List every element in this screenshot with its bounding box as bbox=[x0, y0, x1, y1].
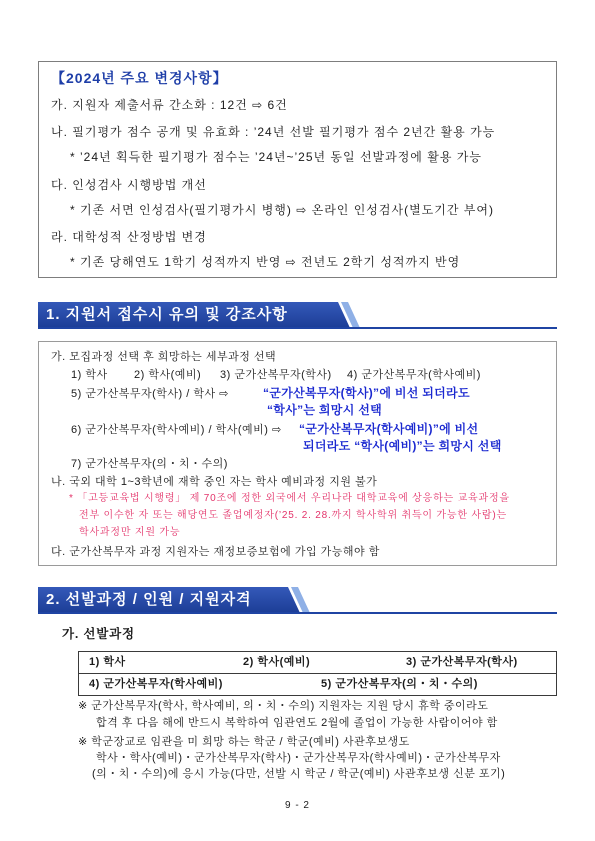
course-option-5 bbox=[71, 385, 470, 402]
section1-item-b-note-line1: * 「고등교육법 시행령」 제 70조에 정한 외국에서 우리나라 대학교육에 상응하는 교육과정을 bbox=[69, 493, 510, 504]
key-changes-box bbox=[38, 61, 557, 278]
change-item-b-note: * ’24년 획득한 필기평가 점수는 ’24년~’25년 동일 선발과정에 활용 가능 bbox=[70, 150, 482, 164]
course-option-6-text: 6) 군가산복무자(학사예비) / 학사(예비) ⇨ bbox=[71, 424, 282, 436]
course-option-5-text: 5) 군가산복무자(학사) / 학사 ⇨ bbox=[71, 388, 229, 400]
section1-banner bbox=[38, 302, 557, 330]
section1-item-a: 가. 모집과정 선택 후 희망하는 세부과정 선택 bbox=[51, 351, 277, 363]
course-option-5-emphasis: “군가산복무자(학사)”에 비선 되더라도 bbox=[263, 386, 470, 400]
table-cell-course-3: 3) 군가산복무자(학사) bbox=[406, 656, 518, 668]
change-item-d: 라. 대학성적 산정방법 변경 bbox=[51, 230, 207, 244]
course-table bbox=[78, 651, 557, 696]
selection-course-subheading: 가. 선발과정 bbox=[62, 627, 135, 641]
course-option-3: 3) 군가산복무자(학사) bbox=[220, 369, 332, 381]
note2-line1: ※ 학군장교로 임관을 미 희망 하는 학군 / 학군(예비) 사관후보생도 bbox=[78, 736, 410, 748]
note2-line2: 학사・학사(예비)・군가산복무자(학사)・군가산복무자(학사예비)・군가산복무자 bbox=[96, 752, 501, 764]
change-item-c: 다. 인성검사 시행방법 개선 bbox=[51, 178, 207, 192]
key-changes-title: 【2024년 주요 변경사항】 bbox=[51, 70, 228, 86]
table-cell-course-1: 1) 학사 bbox=[89, 656, 126, 668]
course-option-6-emphasis-cont: 되더라도 “학사(예비)”는 희망시 선택 bbox=[303, 439, 502, 453]
course-option-2: 2) 학사(예비) bbox=[134, 369, 202, 381]
change-item-d-note: * 기존 당해연도 1학기 성적까지 반영 ⇨ 전년도 2학기 성적까지 반영 bbox=[70, 255, 461, 269]
note1-line2: 합격 후 다음 해에 반드시 복학하여 임관연도 2월에 졸업이 가능한 사람이어야 함 bbox=[96, 717, 498, 729]
change-item-c-note: * 기존 서면 인성검사(필기평가시 병행) ⇨ 온라인 인성검사(별도기간 부여) bbox=[70, 203, 494, 217]
course-option-1: 1) 학사 bbox=[71, 369, 108, 381]
table-cell-course-4: 4) 군가산복무자(학사예비) bbox=[89, 678, 223, 690]
section1-item-c: 다. 군가산복무자 과정 지원자는 재정보증보험에 가입 가능해야 함 bbox=[51, 546, 380, 558]
course-option-6 bbox=[71, 421, 478, 438]
section1-item-b: 나. 국외 대학 1~3학년에 재학 중인 자는 학사 예비과정 지원 불가 bbox=[51, 476, 378, 488]
course-option-4: 4) 군가산복무자(학사예비) bbox=[347, 369, 481, 381]
table-cell-course-2: 2) 학사(예비) bbox=[243, 656, 311, 668]
section1-box bbox=[38, 341, 557, 566]
change-item-b: 나. 필기평가 점수 공개 및 유효화 : ’24년 선발 필기평가 점수 2년간 활용 가능 bbox=[51, 125, 496, 139]
page-number: 9 - 2 bbox=[284, 800, 310, 811]
note2-line3: (의・치・수의)에 응시 가능(다만, 선발 시 학군 / 학군(예비) 사관후보생 신분 포기) bbox=[92, 768, 506, 780]
note1-line1: ※ 군가산복무자(학사, 학사예비, 의・치・수의) 지원자는 지원 당시 휴학 중이라도 bbox=[78, 700, 489, 712]
section2-banner bbox=[38, 587, 557, 615]
change-item-a: 가. 지원자 제출서류 간소화 : 12건 ⇨ 6건 bbox=[51, 98, 288, 112]
section1-heading: 1. 지원서 접수시 유의 및 강조사항 bbox=[46, 306, 288, 323]
section1-item-b-note-line3: 학사과정만 지원 가능 bbox=[79, 527, 181, 538]
section1-item-b-note-line2: 전부 이수한 자 또는 해당연도 졸업예정자(’25. 2. 28.까지 학사학위 취득이 가능한 사람)는 bbox=[79, 510, 507, 521]
course-option-6-emphasis: “군가산복무자(학사예비)”에 비선 bbox=[299, 422, 479, 436]
course-option-5-emphasis-cont: “학사”는 희망시 선택 bbox=[267, 403, 383, 417]
table-cell-course-5: 5) 군가산복무자(의・치・수의) bbox=[321, 678, 478, 690]
section2-heading: 2. 선발과정 / 인원 / 지원자격 bbox=[46, 591, 252, 608]
course-option-7: 7) 군가산복무자(의・치・수의) bbox=[71, 458, 228, 470]
